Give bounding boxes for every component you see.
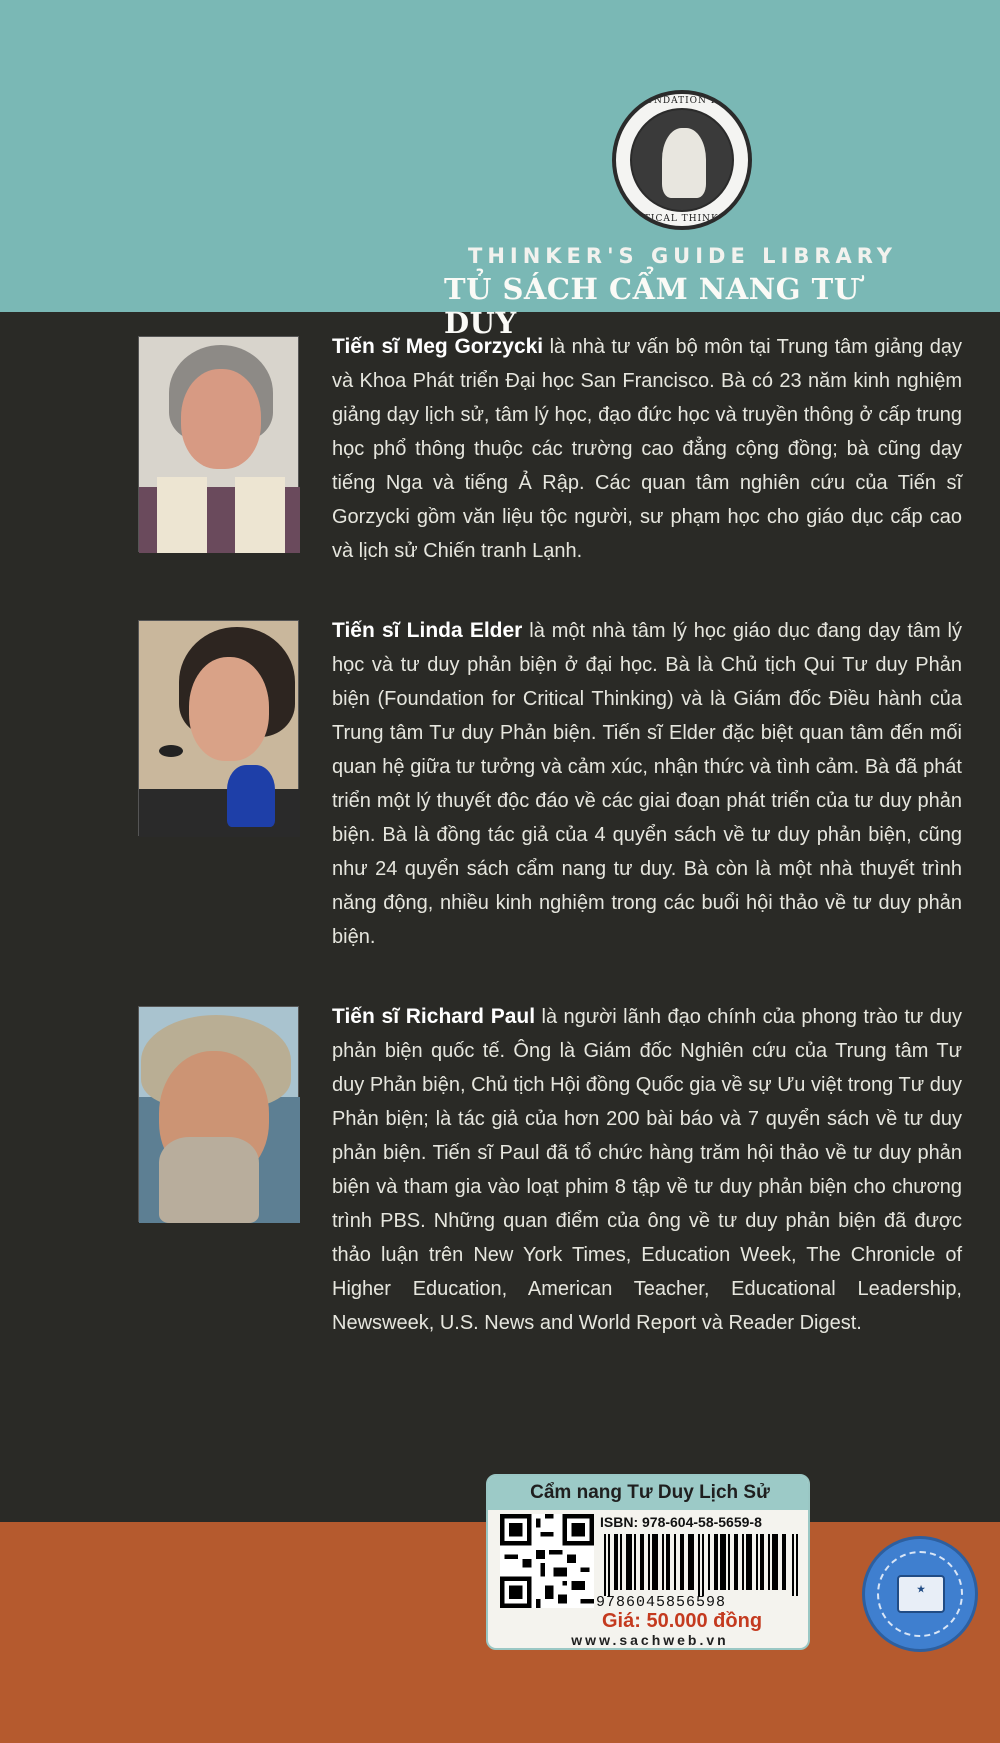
series-title-english: THINKER'S GUIDE LIBRARY <box>468 244 897 268</box>
barcode-number: 9786045856598 <box>596 1594 727 1611</box>
author-bio-3 <box>332 1000 962 1340</box>
author-photo-3 <box>138 1006 299 1222</box>
author-name-2: Tiến sĩ Linda Elder <box>332 619 523 642</box>
author-bio-1 <box>332 330 962 568</box>
qr-code-icon <box>500 1514 594 1608</box>
barcode-card <box>486 1474 810 1650</box>
author-bio-2 <box>332 614 962 954</box>
publisher-stamp-icon: ★ <box>862 1536 978 1652</box>
author-photo-2 <box>138 620 299 836</box>
price-label: Giá: 50.000 đồng <box>602 1610 763 1632</box>
thinker-statue-icon <box>630 108 734 212</box>
cover-header-band <box>0 0 1000 340</box>
logo-text-bottom: CRITICAL THINKING <box>623 214 741 224</box>
author-bio-text-2: là một nhà tâm lý học giáo dục đang dạy tâm lý học và tư duy phản biện ở đại học. Bà là Chủ tịch Qui Tư duy Phản biện (Foundation for Critical Thinking) và là Giám đốc Điều hành của Trung tâm Tư duy Phản biện. Tiến sĩ Elder đặc biệt quan tâm đến mối quan hệ giữa tư tưởng và cảm xúc, nhận thức và tình cảm. Bà đã phát triển một lý thuyết độc đáo về các giai đoạn phát triển của tư duy phản biện. Bà là đồng tác giả của 4 quyển sách về tư duy phản biện, cũng như 24 quyển sách cẩm nang tư duy. Bà còn là một nhà thuyết trình năng động, nhiều kinh nghiệm trong các buổi hội thảo về tư duy phản biện. <box>332 620 962 948</box>
author-name-1: Tiến sĩ Meg Gorzycki <box>332 335 544 358</box>
barcode-icon <box>600 1534 806 1596</box>
author-bio-text-3: là người lãnh đạo chính của phong trào tư duy phản biện quốc tế. Ông là Giám đốc Nghiên cứu của Trung tâm Tư duy Phản biện, Chủ tịch Hội đồng Quốc gia về sự Ưu việt trong Tư duy Phản biện; là tác giả của hơn 200 bài báo và 7 quyển sách về tư duy phản biện. Tiến sĩ Paul đã tổ chức hàng trăm hội thảo về tư duy phản biện và tham gia vào loạt phim 8 tập về tư duy phản biện cho chương trình PBS. Những quan điểm của ông về tư duy phản biện đã được thảo luận trên New York Times, Education Week, The Chronicle of Higher Education, American Teacher, Educational Leadership, Newsweek, U.S. News and World Report và Reader Digest. <box>332 1006 962 1334</box>
series-title-vietnamese: TỦ SÁCH CẨM NANG TƯ DUY <box>444 272 860 340</box>
isbn-label: ISBN: 978-604-58-5659-8 <box>600 1514 762 1530</box>
book-title-label: Cẩm nang Tư Duy Lịch Sử <box>488 1476 810 1510</box>
foundation-logo <box>612 90 752 230</box>
author-name-3: Tiến sĩ Richard Paul <box>332 1005 536 1028</box>
author-photo-1 <box>138 336 299 552</box>
website-label: www.sachweb.vn <box>571 1632 729 1648</box>
author-bio-text-1: là nhà tư vấn bộ môn tại Trung tâm giảng dạy và Khoa Phát triển Đại học San Francisco. Bà có 23 năm kinh nghiệm giảng dạy lịch sử, tâm lý học, đạo đức học và truyền thông ở cấp trung học phổ thông thuộc các trường cao đẳng cộng đồng; bà cũng dạy tiếng Nga và tiếng Ả Rập. Các quan tâm nghiên cứu của Tiến sĩ Gorzycki gồm văn liệu tộc người, sư phạm học cho giáo dục cấp cao và lịch sử Chiến tranh Lạnh. <box>332 336 962 562</box>
logo-text-top: FOUNDATION FOR <box>629 96 735 106</box>
